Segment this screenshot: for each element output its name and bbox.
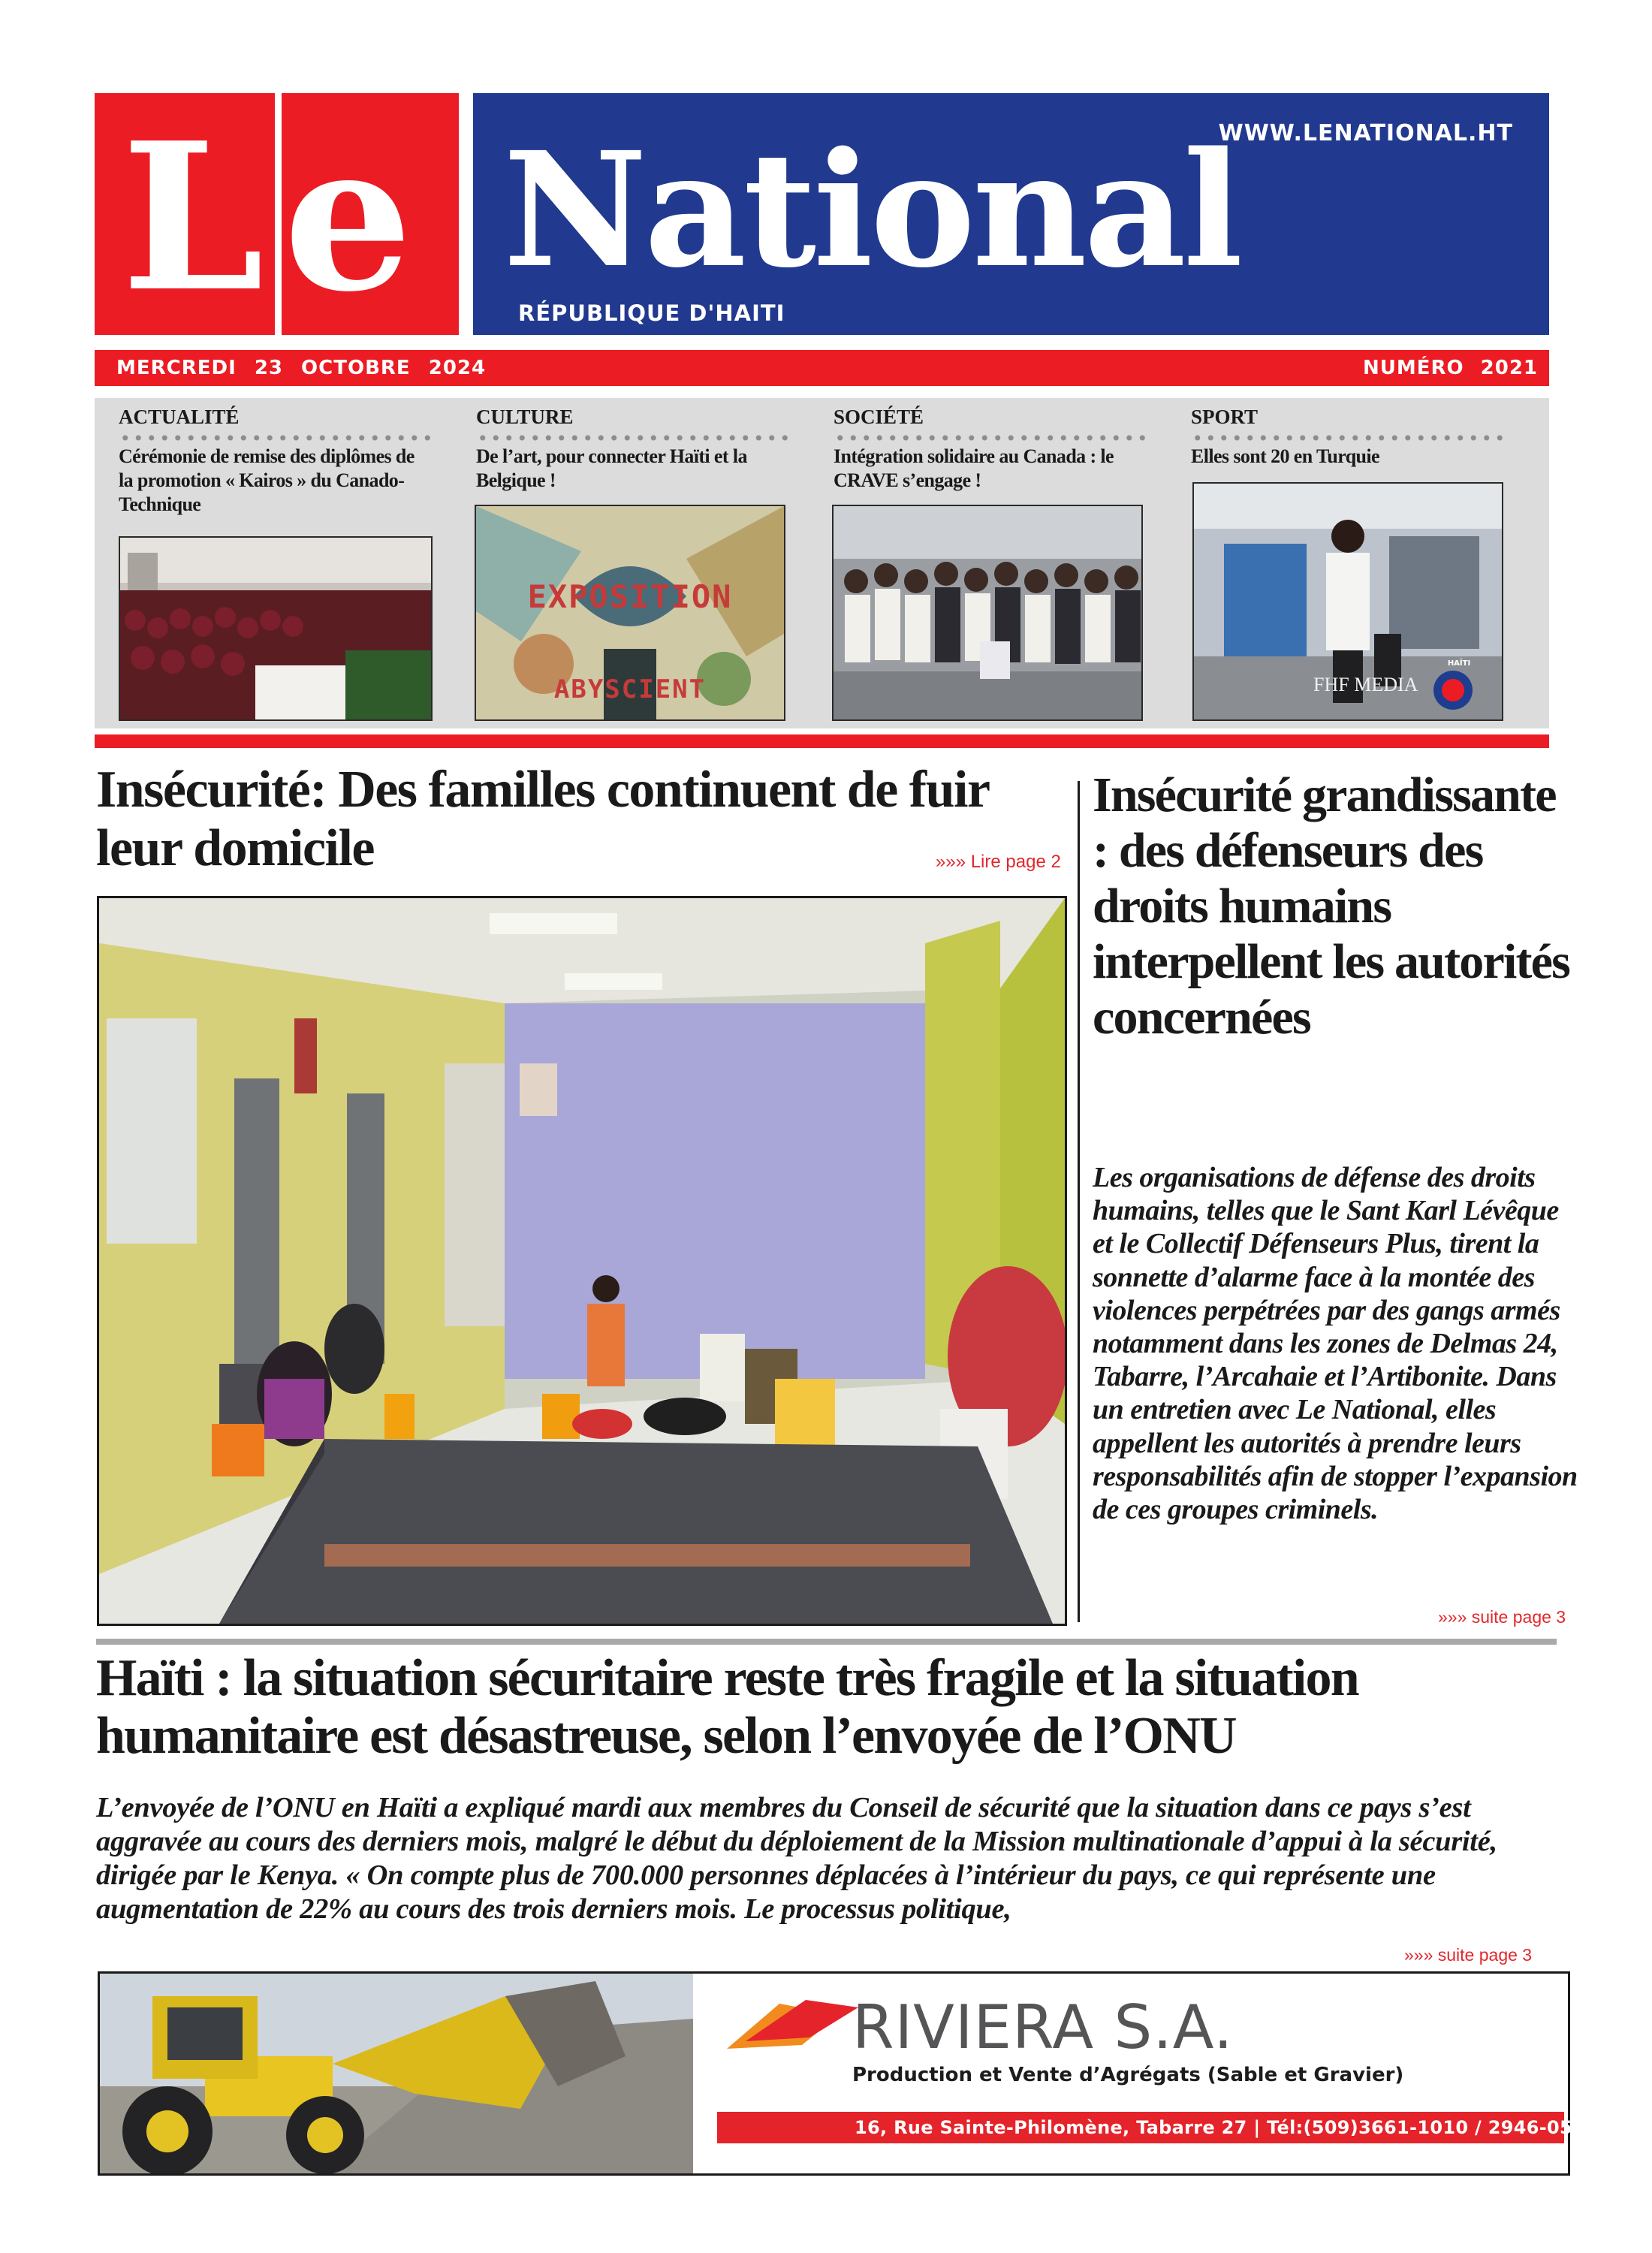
ad-tagline: Production et Vente d’Agrégats (Sable et Gravier) [852,2064,1404,2086]
exposition-subtitle: ABYSCIENT [553,674,707,704]
section-category: SPORT [1191,406,1259,428]
dotted-divider [119,435,434,441]
exposition-title: EXPOSITION [527,578,733,615]
dotted-divider [476,435,791,441]
photo-credit: FHF MEDIA [1313,674,1418,695]
section-teaser[interactable]: Cérémonie de remise des diplômes de la promotion « Kairos » du Canado-Technique [119,445,415,515]
onu-headline[interactable]: Haïti : la situation sécuritaire reste très fragile et la situation humanitaire est désastreuse, selon l’envoyée de l’ONU [96,1649,1358,1765]
ad-address: 16, Rue Sainte-Philomène, Tabarre 27 | Tél:(509)3661-1010 / 2946-0505 [855,2117,1598,2138]
haiti-badge-text: HAÏTI [1447,659,1471,668]
ad-company-name: RIVIERA S.A. [852,1992,1234,2062]
issue-number: NUMÉRO 2021 [1362,357,1538,379]
section-category: CULTURE [476,406,574,428]
logo-le-text: Le [121,98,433,336]
section-category: ACTUALITÉ [119,406,240,428]
right-story-summary: Les organisations de défense des droits humains, telles que le Sant Karl Lévêque et le Collectif Défenseurs Plus, tirent la sonnette d’alarme face à la montée des violences perpétrées par des gangs armés notamment dans les zones de Delmas 24, Tabarre, l’Arcahaie et l’Artibonite. Dans un entretien avec Le National, elles appellent les autorités à prendre leurs responsabilités afin de stopper l’expansion de ces groupes criminels. [1093,1162,1578,1526]
section-actualite[interactable] [95,398,425,728]
logo-national-text: National [503,117,1241,303]
website-link[interactable]: WWW.LENATIONAL.HT [1218,120,1513,146]
section-teaser[interactable]: Elles sont 20 en Turquie [1191,445,1379,467]
onu-continue[interactable]: »»» suite page 3 [1404,1945,1533,1965]
issue-date: MERCREDI 23 OCTOBRE 2024 [116,357,487,379]
onu-summary: L’envoyée de l’ONU en Haïti a expliqué mardi aux membres du Conseil de sécurité que la situation dans ce pays s’est aggravée au cours des derniers mois, malgré le début du déploiement de la Mission multinationale d’appui à la sécurité, dirigée par le Kenya. « On compte plus de 700.000 personnes déplacées à l’intérieur du pays, ce qui représente une augmentation de 22% au cours des trois derniers mois. Le processus politique, [96,1792,1497,1925]
section-teaser[interactable]: De l’art, pour connecter Haïti et la Belgique ! [476,445,747,491]
section-teaser[interactable]: Intégration solidaire au Canada : le CRAVE s’engage ! [834,445,1114,491]
lead-headline[interactable]: Insécurité: Des familles continuent de fuir leur domicile [96,761,989,877]
lead-read-more[interactable]: »»» Lire page 2 [936,852,1061,872]
section-culture[interactable] [452,398,782,728]
loader-photo [100,1974,693,2173]
country-label: RÉPUBLIQUE D'HAITI [518,300,785,326]
displaced-families-photo[interactable] [97,896,1067,1626]
section-societe[interactable] [809,398,1140,728]
graduation-photo[interactable] [119,536,433,721]
group-photo[interactable] [832,505,1143,721]
right-story-headline[interactable]: Insécurité grandissante : des défenseurs des droits humains interpellent les autorités concernées [1093,768,1570,1045]
section-category: SOCIÉTÉ [834,406,924,428]
strip-divider [95,734,1549,748]
right-story-continue[interactable]: »»» suite page 3 [1438,1607,1566,1627]
section-divider [96,1639,1557,1645]
dotted-divider [834,435,1149,441]
column-divider [1078,781,1080,1622]
dotted-divider [1191,435,1506,441]
section-sport[interactable] [1167,398,1497,728]
